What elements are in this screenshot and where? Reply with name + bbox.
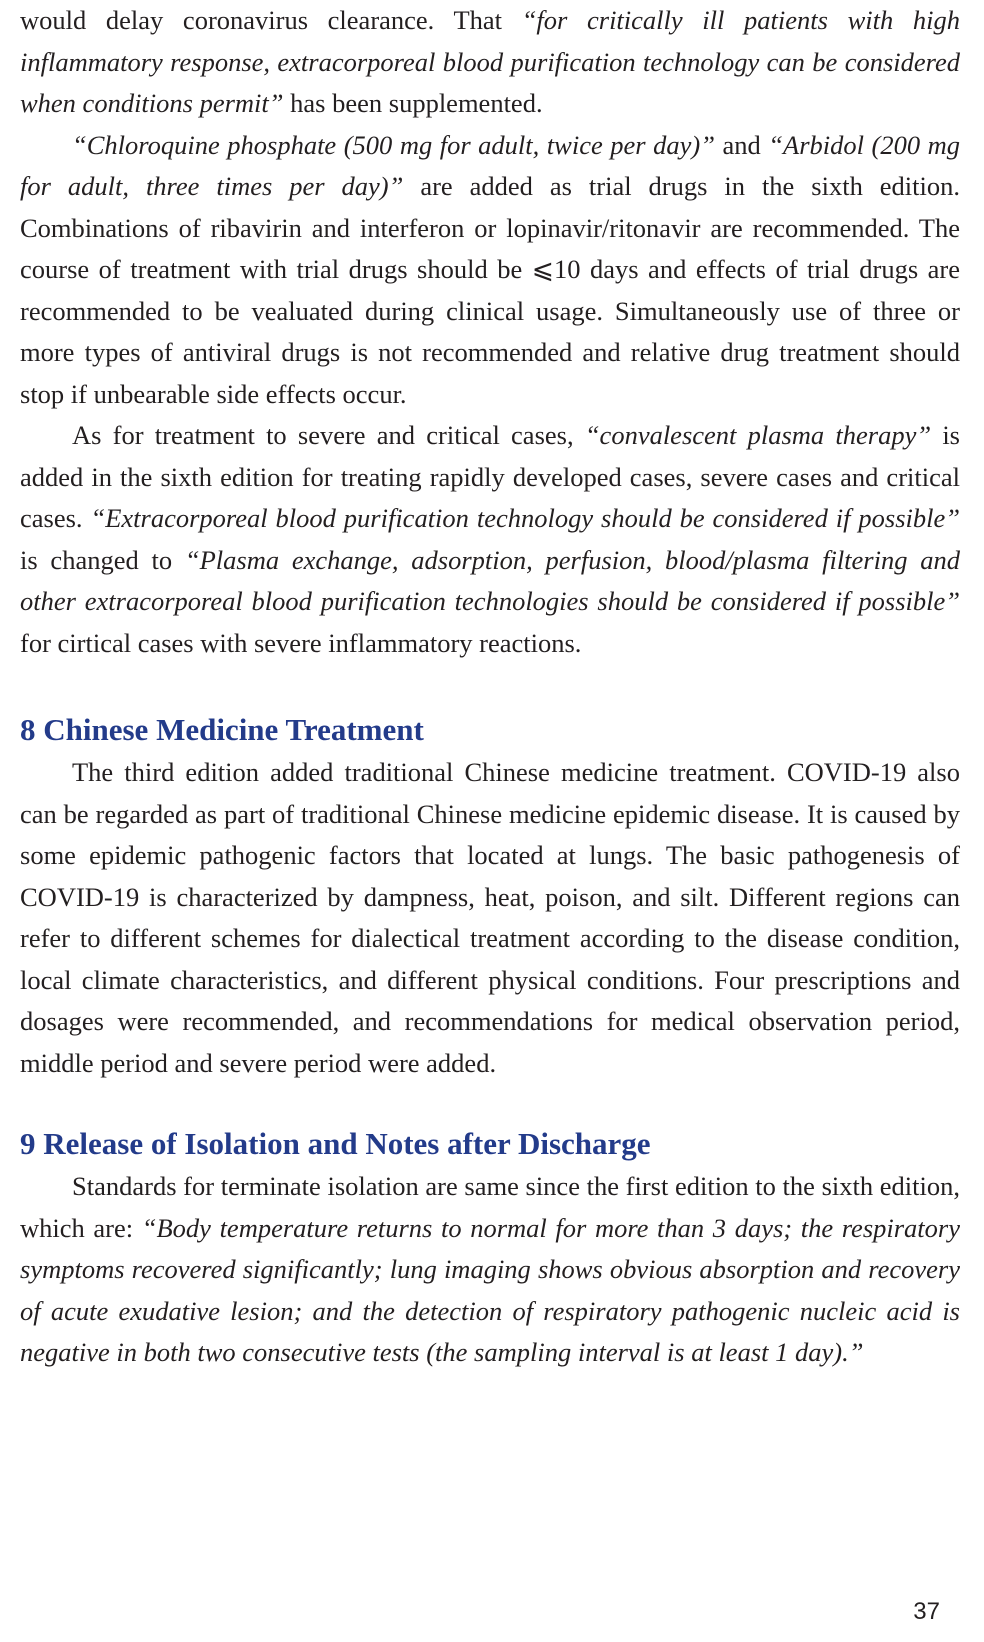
paragraph-release-isolation: [20, 1166, 960, 1374]
paragraph-chinese-medicine: The third edition added traditional Chinese medicine treatment. COVID-19 also can be regarded as part of traditional Chinese medicine epidemic disease. It is caused by some epidemic pathogenic factors that located at lungs. The basic pathogenesis of COVID-19 is characterized by dampness, heat, poison, and silt. Different regions can refer to different schemes for dialectical treatment according to the disease condition, local climate characteristics, and different physical conditions. Four prescriptions and dosages were recommended, and recommendations for medical observation period, middle period and severe period were added.: [20, 757, 960, 1078]
spacer: [20, 1084, 960, 1122]
text-run: As for treatment to severe and critical cases,: [72, 420, 585, 450]
quoted-text: “for critically ill patients with high inflammatory response, extracorporeal blood purification technology can be considered when conditions permit”: [20, 5, 961, 118]
quoted-text: “Chloroquine phosphate (500 mg for adult, twice per day)”: [72, 129, 715, 160]
paragraph-severe-cases: [20, 415, 960, 664]
section-heading-release-isolation: 9 Release of Isolation and Notes after Discharge: [20, 1126, 651, 1161]
quoted-text: “convalescent plasma therapy”: [584, 420, 932, 450]
page-number: 37: [913, 1598, 940, 1625]
page-content: [20, 0, 960, 1374]
paragraph-trial-drugs: [20, 125, 960, 416]
text-run: and: [714, 129, 769, 160]
spacer: [20, 664, 960, 708]
text-run: Standards for terminate isolation are same since the first edition to the sixth edition, which are:: [20, 1171, 960, 1243]
quoted-text: “Body temperature returns to normal for more than 3 days; the respiratory symptoms recovered significantly; lung imaging shows obvious absorption and recovery of acute exudative lesion; and the detection of respiratory pathogenic nucleic acid is negative in both two consecutive tests (the sampling interval is at least 1 day).”: [20, 1212, 960, 1367]
text-run: has been supplemented.: [283, 88, 543, 118]
text-run: is added in the sixth edition for treating rapidly developed cases, severe cases and critical cases.: [20, 420, 960, 533]
text-run: would delay coronavirus clearance. That: [20, 5, 522, 35]
text-run: is changed to: [20, 544, 185, 575]
quoted-text: “Extracorporeal blood purification technology should be considered if possible”: [90, 503, 960, 533]
text-run: for cirtical cases with severe inflammatory reactions.: [20, 627, 582, 658]
quoted-text: “Arbidol (200 mg for adult, three times per day)”: [20, 129, 960, 201]
quoted-text: “Plasma exchange, adsorption, perfusion, blood/plasma filtering and other extracorporeal blood purification technologies should be considered if possible”: [20, 544, 960, 616]
section-heading-chinese-medicine: 8 Chinese Medicine Treatment: [20, 712, 424, 747]
paragraph-clearance: [20, 0, 960, 125]
text-run: are added as trial drugs in the sixth edition. Combinations of ribavirin and interferon or lopinavir/ritonavir are recommended. The course of treatment with trial drugs should be ⩽10 days and effects of trial drugs are recommended to be vealuated during clinical usage. Simultaneously use of three or more types of antiviral drugs is not recommended and relative drug treatment should stop if unbearable side effects occur.: [20, 171, 961, 409]
